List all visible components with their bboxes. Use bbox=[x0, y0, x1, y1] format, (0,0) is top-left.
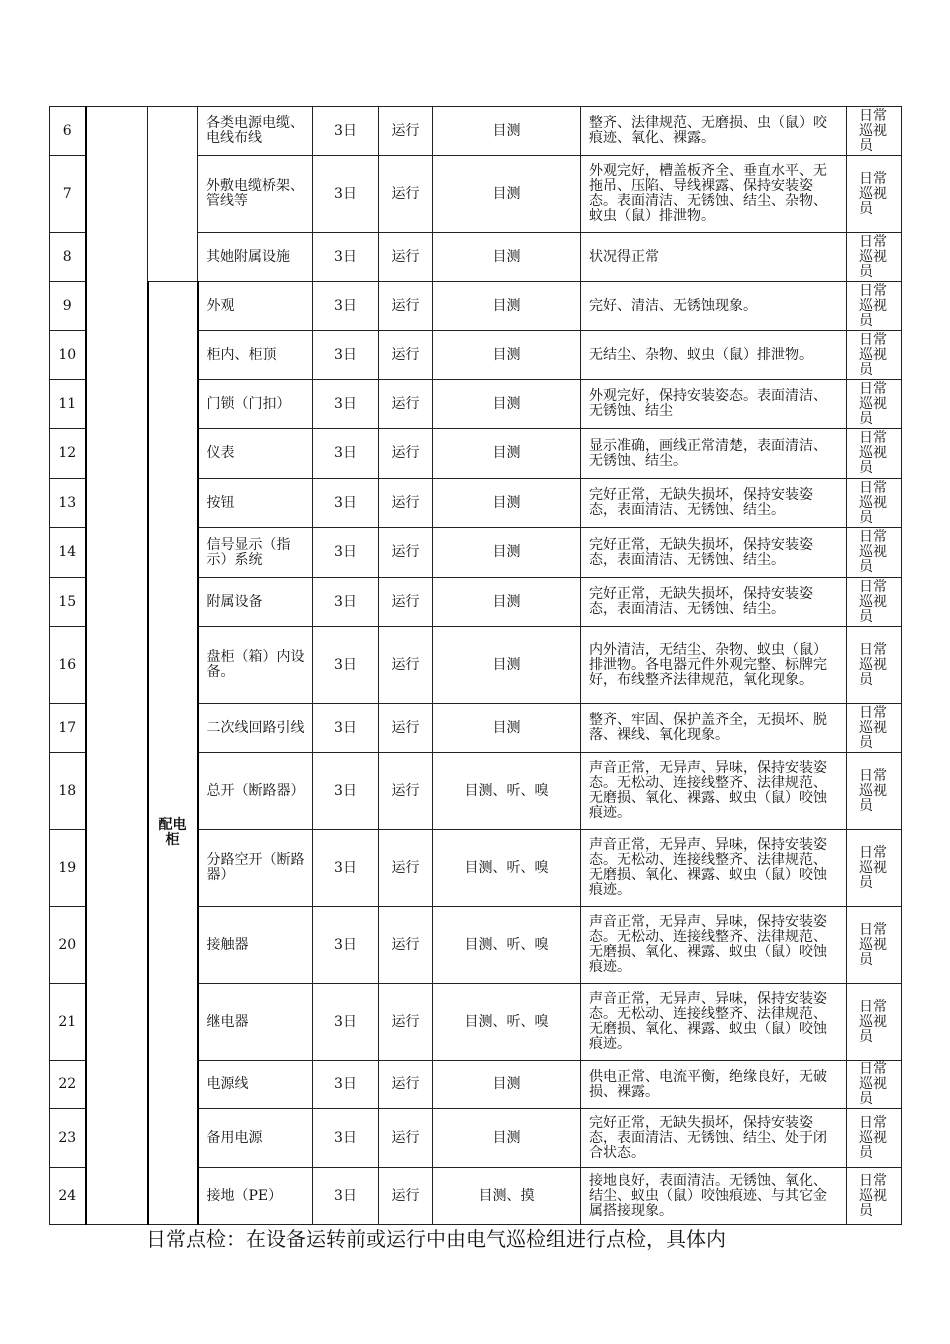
row-number: 13 bbox=[50, 479, 86, 528]
responsible-cell bbox=[847, 479, 902, 528]
inspection-cycle: 3日 bbox=[313, 578, 379, 627]
inspection-standard: 状况得正常 bbox=[581, 233, 847, 282]
responsible-cell bbox=[847, 627, 902, 704]
inspection-item: 附属设备 bbox=[198, 578, 313, 627]
inspection-method: 目测 bbox=[433, 380, 581, 429]
responsible-cell bbox=[847, 331, 902, 380]
inspection-method: 目测 bbox=[433, 1109, 581, 1168]
category-cell bbox=[148, 282, 198, 1225]
inspection-item: 柜内、柜顶 bbox=[198, 331, 313, 380]
inspection-item: 分路空开（断路器） bbox=[198, 830, 313, 907]
equipment-state: 运行 bbox=[379, 578, 433, 627]
inspection-method: 目测 bbox=[433, 429, 581, 479]
inspection-item: 按钮 bbox=[198, 479, 313, 528]
equipment-state: 运行 bbox=[379, 479, 433, 528]
inspection-standard: 内外清洁，无结尘、杂物、蚁虫（鼠）排泄物。各电器元件外观完整、标牌完好，布线整齐法律规范，氧化现象。 bbox=[581, 627, 847, 704]
equipment-state: 运行 bbox=[379, 233, 433, 282]
row-number: 10 bbox=[50, 331, 86, 380]
table-body bbox=[50, 107, 902, 1225]
equipment-state: 运行 bbox=[379, 830, 433, 907]
inspection-method: 目测 bbox=[433, 331, 581, 380]
inspection-item: 门锁（门扣） bbox=[198, 380, 313, 429]
responsible-cell bbox=[847, 1168, 902, 1225]
inspection-method: 目测 bbox=[433, 282, 581, 331]
responsible-person: 日常巡视员 bbox=[859, 1114, 887, 1161]
responsible-person: 日常巡视员 bbox=[859, 107, 887, 154]
inspection-cycle: 3日 bbox=[313, 380, 379, 429]
row-number: 19 bbox=[50, 830, 86, 907]
inspection-method: 目测、听、嗅 bbox=[433, 984, 581, 1061]
responsible-cell bbox=[847, 704, 902, 753]
inspection-item: 仪表 bbox=[198, 429, 313, 479]
inspection-cycle: 3日 bbox=[313, 1061, 379, 1109]
inspection-method: 目测、摸 bbox=[433, 1168, 581, 1225]
equipment-state: 运行 bbox=[379, 704, 433, 753]
row-number: 15 bbox=[50, 578, 86, 627]
inspection-cycle: 3日 bbox=[313, 156, 379, 233]
inspection-method: 目测 bbox=[433, 107, 581, 156]
inspection-method: 目测 bbox=[433, 1061, 581, 1109]
inspection-cycle: 3日 bbox=[313, 984, 379, 1061]
responsible-cell bbox=[847, 156, 902, 233]
inspection-item: 外敷电缆桥架、管线等 bbox=[198, 156, 313, 233]
inspection-cycle: 3日 bbox=[313, 907, 379, 984]
responsible-cell bbox=[847, 528, 902, 578]
inspection-method: 目测、听、嗅 bbox=[433, 907, 581, 984]
inspection-standard: 声音正常，无异声、异味，保持安装姿态。无松动、连接线整齐、法律规范、无磨损、氧化、裸露、蚁虫（鼠）咬蚀痕迹。 bbox=[581, 984, 847, 1061]
inspection-standard: 完好正常，无缺失损坏，保持安装姿态，表面清洁、无锈蚀、结尘。 bbox=[581, 578, 847, 627]
inspection-table bbox=[49, 106, 902, 1225]
responsible-person: 日常巡视员 bbox=[859, 578, 887, 625]
equipment-state: 运行 bbox=[379, 331, 433, 380]
responsible-cell bbox=[847, 107, 902, 156]
responsible-cell bbox=[847, 907, 902, 984]
responsible-person: 日常巡视员 bbox=[859, 1061, 887, 1107]
responsible-cell bbox=[847, 830, 902, 907]
responsible-cell bbox=[847, 1109, 902, 1168]
inspection-cycle: 3日 bbox=[313, 233, 379, 282]
responsible-person: 日常巡视员 bbox=[859, 170, 887, 217]
row-number: 23 bbox=[50, 1109, 86, 1168]
equipment-state: 运行 bbox=[379, 1168, 433, 1225]
inspection-cycle: 3日 bbox=[313, 429, 379, 479]
top-category-cell bbox=[86, 107, 148, 1225]
inspection-standard: 外观完好，槽盖板齐全、垂直水平、无拖吊、压陷、导线裸露、保持安装姿态。表面清洁、无锈蚀、结尘、杂物、蚊虫（鼠）排泄物。 bbox=[581, 156, 847, 233]
inspection-standard: 整齐、法律规范、无磨损、虫（鼠）咬痕迹、氧化、裸露。 bbox=[581, 107, 847, 156]
responsible-cell bbox=[847, 233, 902, 282]
inspection-item: 总开（断路器） bbox=[198, 753, 313, 830]
row-number: 14 bbox=[50, 528, 86, 578]
responsible-person: 日常巡视员 bbox=[859, 479, 887, 526]
equipment-state: 运行 bbox=[379, 753, 433, 830]
responsible-person: 日常巡视员 bbox=[859, 529, 887, 575]
responsible-person: 日常巡视员 bbox=[859, 430, 887, 476]
inspection-method: 目测 bbox=[433, 479, 581, 528]
responsible-person: 日常巡视员 bbox=[859, 1172, 887, 1219]
responsible-cell bbox=[847, 429, 902, 479]
inspection-standard: 完好正常，无缺失损坏，保持安装姿态，表面清洁、无锈蚀、结尘。 bbox=[581, 528, 847, 578]
equipment-state: 运行 bbox=[379, 282, 433, 331]
footer-note: 日常点检：在设备运转前或运行中由电气巡检组进行点检，具体内 bbox=[146, 1227, 726, 1251]
responsible-cell bbox=[847, 380, 902, 429]
inspection-cycle: 3日 bbox=[313, 107, 379, 156]
row-number: 12 bbox=[50, 429, 86, 479]
equipment-state: 运行 bbox=[379, 156, 433, 233]
responsible-cell bbox=[847, 578, 902, 627]
inspection-item: 各类电源电缆、电线布线 bbox=[198, 107, 313, 156]
inspection-item: 信号显示（指示）系统 bbox=[198, 528, 313, 578]
responsible-person: 日常巡视员 bbox=[859, 844, 887, 891]
responsible-person: 日常巡视员 bbox=[859, 921, 887, 968]
inspection-standard: 声音正常，无异声、异味，保持安装姿态。无松动、连接线整齐、法律规范、无磨损、氧化、裸露、蚁虫（鼠）咬蚀痕迹。 bbox=[581, 907, 847, 984]
row-number: 7 bbox=[50, 156, 86, 233]
inspection-method: 目测 bbox=[433, 233, 581, 282]
inspection-method: 目测 bbox=[433, 627, 581, 704]
inspection-cycle: 3日 bbox=[313, 528, 379, 578]
row-number: 16 bbox=[50, 627, 86, 704]
inspection-item: 接触器 bbox=[198, 907, 313, 984]
inspection-standard: 完好正常，无缺失损坏，保持安装姿态，表面清洁、无锈蚀、结尘、处于闭合状态。 bbox=[581, 1109, 847, 1168]
row-number: 22 bbox=[50, 1061, 86, 1109]
equipment-state: 运行 bbox=[379, 907, 433, 984]
inspection-standard: 声音正常，无异声、异味，保持安装姿态。无松动、连接线整齐、法律规范、无磨损、氧化、裸露、蚁虫（鼠）咬蚀痕迹。 bbox=[581, 830, 847, 907]
inspection-standard: 无结尘、杂物、蚁虫（鼠）排泄物。 bbox=[581, 331, 847, 380]
inspection-item: 继电器 bbox=[198, 984, 313, 1061]
inspection-method: 目测 bbox=[433, 528, 581, 578]
inspection-standard: 接地良好，表面清洁。无锈蚀、氧化、结尘、蚁虫（鼠）咬蚀痕迹、与其它金属搭接现象。 bbox=[581, 1168, 847, 1225]
inspection-cycle: 3日 bbox=[313, 282, 379, 331]
inspection-cycle: 3日 bbox=[313, 704, 379, 753]
inspection-method: 目测 bbox=[433, 578, 581, 627]
equipment-state: 运行 bbox=[379, 627, 433, 704]
inspection-item: 盘柜（箱）内设备。 bbox=[198, 627, 313, 704]
equipment-state: 运行 bbox=[379, 380, 433, 429]
category-cell-upper bbox=[148, 107, 198, 282]
row-number: 20 bbox=[50, 907, 86, 984]
responsible-person: 日常巡视员 bbox=[859, 767, 887, 814]
inspection-cycle: 3日 bbox=[313, 479, 379, 528]
equipment-state: 运行 bbox=[379, 528, 433, 578]
row-number: 6 bbox=[50, 107, 86, 156]
responsible-cell bbox=[847, 753, 902, 830]
inspection-item: 外观 bbox=[198, 282, 313, 331]
inspection-standard: 完好正常，无缺失损坏，保持安装姿态，表面清洁、无锈蚀、结尘。 bbox=[581, 479, 847, 528]
equipment-state: 运行 bbox=[379, 1109, 433, 1168]
inspection-standard: 声音正常，无异声、异味，保持安装姿态。无松动、连接线整齐、法律规范、无磨损、氧化、裸露、蚁虫（鼠）咬蚀痕迹。 bbox=[581, 753, 847, 830]
inspection-standard: 供电正常、电流平衡，绝缘良好，无破损、裸露。 bbox=[581, 1061, 847, 1109]
equipment-state: 运行 bbox=[379, 984, 433, 1061]
inspection-method: 目测、听、嗅 bbox=[433, 753, 581, 830]
inspection-item: 二次线回路引线 bbox=[198, 704, 313, 753]
responsible-person: 日常巡视员 bbox=[859, 282, 887, 329]
responsible-cell bbox=[847, 282, 902, 331]
equipment-state: 运行 bbox=[379, 1061, 433, 1109]
responsible-person: 日常巡视员 bbox=[859, 380, 887, 427]
responsible-person: 日常巡视员 bbox=[859, 233, 887, 280]
responsible-person: 日常巡视员 bbox=[859, 704, 887, 751]
responsible-person: 日常巡视员 bbox=[859, 641, 887, 688]
row-number: 11 bbox=[50, 380, 86, 429]
row-number: 18 bbox=[50, 753, 86, 830]
equipment-state: 运行 bbox=[379, 107, 433, 156]
inspection-cycle: 3日 bbox=[313, 331, 379, 380]
row-number: 17 bbox=[50, 704, 86, 753]
inspection-item: 接地（PE） bbox=[198, 1168, 313, 1225]
inspection-cycle: 3日 bbox=[313, 753, 379, 830]
table-row bbox=[50, 107, 902, 156]
table-row bbox=[50, 282, 902, 331]
inspection-standard: 完好、清洁、无锈蚀现象。 bbox=[581, 282, 847, 331]
equipment-state: 运行 bbox=[379, 429, 433, 479]
row-number: 24 bbox=[50, 1168, 86, 1225]
row-number: 21 bbox=[50, 984, 86, 1061]
inspection-method: 目测 bbox=[433, 704, 581, 753]
inspection-method: 目测 bbox=[433, 156, 581, 233]
inspection-method: 目测、听、嗅 bbox=[433, 830, 581, 907]
inspection-standard: 整齐、牢固、保护盖齐全，无损坏、脱落、裸线、氧化现象。 bbox=[581, 704, 847, 753]
category-label: 配电柜 bbox=[158, 817, 187, 848]
inspection-cycle: 3日 bbox=[313, 1168, 379, 1225]
responsible-person: 日常巡视员 bbox=[859, 998, 887, 1045]
inspection-item: 备用电源 bbox=[198, 1109, 313, 1168]
row-number: 9 bbox=[50, 282, 86, 331]
row-number: 8 bbox=[50, 233, 86, 282]
responsible-cell bbox=[847, 984, 902, 1061]
responsible-person: 日常巡视员 bbox=[859, 331, 887, 378]
inspection-standard: 外观完好，保持安装姿态。表面清洁、无锈蚀、结尘 bbox=[581, 380, 847, 429]
inspection-cycle: 3日 bbox=[313, 627, 379, 704]
inspection-item: 电源线 bbox=[198, 1061, 313, 1109]
responsible-cell bbox=[847, 1061, 902, 1109]
inspection-item: 其她附属设施 bbox=[198, 233, 313, 282]
inspection-standard: 显示准确，画线正常清楚，表面清洁、无锈蚀、结尘。 bbox=[581, 429, 847, 479]
inspection-cycle: 3日 bbox=[313, 830, 379, 907]
inspection-cycle: 3日 bbox=[313, 1109, 379, 1168]
